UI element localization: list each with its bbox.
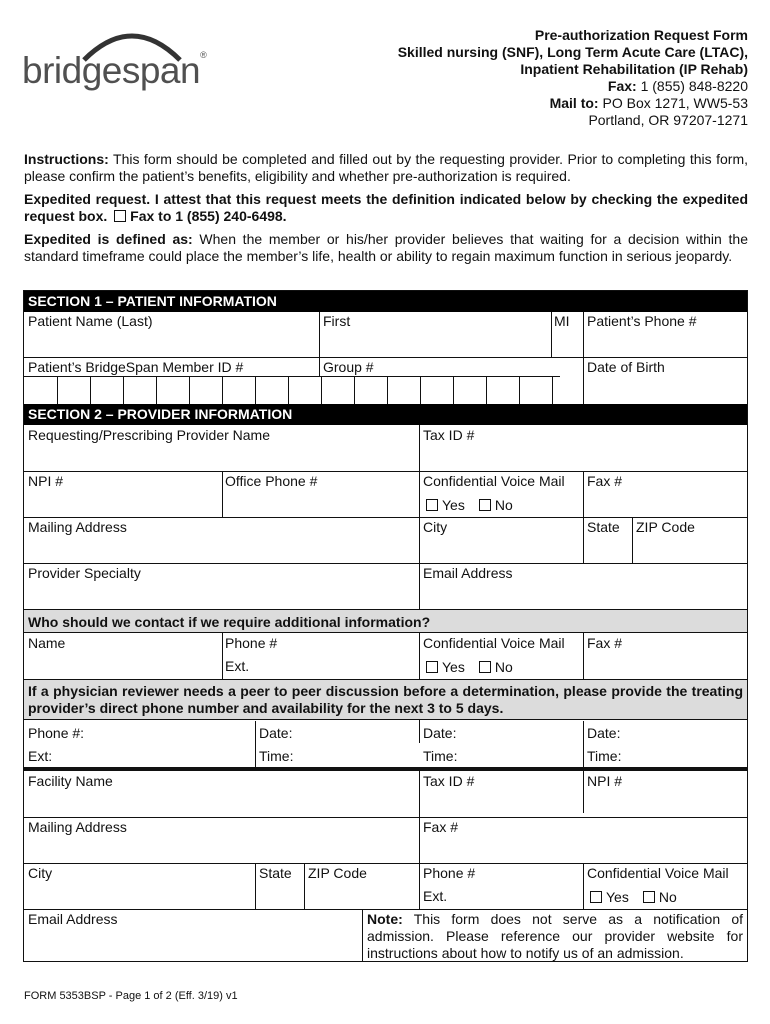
peer-phone-field[interactable]: Phone #: (28, 725, 85, 741)
peer-date-3[interactable]: Date: (587, 725, 621, 741)
facility-conf-vm-label: Confidential Voice Mail (587, 865, 729, 881)
facility-city-field[interactable]: City (28, 865, 53, 881)
contact-heading: Who should we contact if we require additional information? (24, 609, 747, 633)
form-footer: FORM 5353BSP - Page 1 of 2 (Eff. 3/19) v1 (24, 990, 238, 1002)
provider-fax-field[interactable]: Fax # (587, 473, 623, 489)
provider-tax-id-field[interactable]: Tax ID # (423, 427, 475, 443)
peer-date-1[interactable]: Date: (259, 725, 293, 741)
member-id-box-divider (552, 376, 553, 404)
header-fax: 1 (855) 848-8220 (640, 78, 748, 94)
facility-vm-no-checkbox[interactable] (643, 891, 655, 903)
patient-first-name-field[interactable]: First (323, 313, 351, 329)
facility-npi-field[interactable]: NPI # (587, 773, 623, 789)
member-id-field[interactable]: Patient’s BridgeSpan Member ID # (28, 359, 244, 375)
provider-npi-field[interactable]: NPI # (28, 473, 64, 489)
patient-phone-field[interactable]: Patient’s Phone # (587, 313, 697, 329)
peer-date-2[interactable]: Date: (423, 725, 457, 741)
provider-city-field[interactable]: City (423, 519, 448, 535)
provider-vm-yes-checkbox[interactable] (426, 499, 438, 511)
provider-name-field[interactable]: Requesting/Prescribing Provider Name (28, 427, 270, 443)
facility-fax-field[interactable]: Fax # (423, 819, 459, 835)
member-id-box-divider (255, 376, 256, 404)
member-id-box-divider (288, 376, 289, 404)
contact-ext-field[interactable]: Ext. (225, 658, 250, 674)
facility-vm-yes-checkbox[interactable] (590, 891, 602, 903)
patient-last-name-field[interactable]: Patient Name (Last) (28, 313, 153, 329)
group-field[interactable]: Group # (323, 359, 374, 375)
member-id-box-divider (123, 376, 124, 404)
provider-mailing-field[interactable]: Mailing Address (28, 519, 127, 535)
peer-time-2[interactable]: Time: (423, 748, 458, 764)
form-title: Pre-authorization Request Form (534, 27, 748, 43)
member-id-box-divider (486, 376, 487, 404)
provider-zip-field[interactable]: ZIP Code (636, 519, 695, 535)
contact-fax-field[interactable]: Fax # (587, 635, 623, 651)
member-id-box-divider (453, 376, 454, 404)
peer-ext-field[interactable]: Ext: (28, 748, 53, 764)
form-subtitle-1: Skilled nursing (SNF), Long Term Acute Care (LTAC), (397, 44, 748, 60)
header-city: Portland, OR 97207-1271 (588, 112, 748, 128)
expedited-text: Expedited request. I attest that this request meets the definition indicated below by checking the expedited request box. (24, 191, 748, 224)
logo-wordmark: bridgespan (22, 50, 201, 91)
member-id-box-divider (321, 376, 322, 404)
contact-conf-vm-label: Confidential Voice Mail (423, 635, 565, 651)
peer-time-3[interactable]: Time: (587, 748, 622, 764)
contact-name-field[interactable]: Name (28, 635, 66, 651)
patient-mi-field[interactable]: MI (554, 313, 570, 329)
facility-tax-id-field[interactable]: Tax ID # (423, 773, 475, 789)
facility-mailing-field[interactable]: Mailing Address (28, 819, 127, 835)
member-id-box-divider (57, 376, 58, 404)
expedited-definition: When the member or his/her provider believes that waiting for a decision within the standard timeframe could place the member’s life, health or ability to regain maximum function in serious jeopardy. (24, 231, 748, 264)
member-id-box-divider (222, 376, 223, 404)
peer-time-1[interactable]: Time: (259, 748, 294, 764)
member-id-box-divider (420, 376, 421, 404)
instructions-text: This form should be completed and filled out by the requesting provider. Prior to completing this form, please confirm the patient’s benefits, eligibility and whether pre-authorization is required. (24, 151, 749, 184)
expedited-checkbox[interactable] (114, 210, 126, 222)
form-subtitle-2: Inpatient Rehabilitation (IP Rehab) (520, 61, 748, 77)
member-id-box-divider (354, 376, 355, 404)
member-id-box-divider (189, 376, 190, 404)
admission-note: Note: This form does not serve as a notification of admission. Please reference our provider website for instructions about how to notify us of an admission. (367, 911, 743, 961)
header-mail: PO Box 1271, WW5-53 (602, 95, 748, 111)
dob-field[interactable]: Date of Birth (587, 359, 665, 375)
member-id-box-divider (156, 376, 157, 404)
contact-vm-no-checkbox[interactable] (479, 661, 491, 673)
provider-conf-vm-label: Confidential Voice Mail (423, 473, 565, 489)
peer-heading: If a physician reviewer needs a peer to peer discussion before a determination, please provide the treating provider’s direct phone number and availability for the next 3 to 5 days. (24, 679, 747, 720)
provider-email-field[interactable]: Email Address (423, 565, 513, 581)
provider-vm-no-checkbox[interactable] (479, 499, 491, 511)
member-id-box-divider (90, 376, 91, 404)
facility-zip-field[interactable]: ZIP Code (308, 865, 367, 881)
form-header: Pre-authorization Request Form Skilled nursing (SNF), Long Term Acute Care (LTAC), Inpatient Rehabilitation (IP Rehab) Fax: 1 (855) 848-8220 Mail to: PO Box 1271, WW5-53 Portland, OR 97207-1271 (288, 27, 748, 129)
bridgespan-logo: bridgespan® (22, 22, 202, 94)
facility-phone-field[interactable]: Phone # (423, 865, 476, 881)
contact-phone-field[interactable]: Phone # (225, 635, 278, 651)
office-phone-field[interactable]: Office Phone # (225, 473, 318, 489)
section-2-header: SECTION 2 – PROVIDER INFORMATION (24, 404, 747, 425)
provider-state-field[interactable]: State (587, 519, 620, 535)
provider-specialty-field[interactable]: Provider Specialty (28, 565, 141, 581)
facility-state-field[interactable]: State (259, 865, 292, 881)
facility-ext-field[interactable]: Ext. (423, 888, 448, 904)
member-id-box-divider (387, 376, 388, 404)
instructions: Instructions: This form should be completed and filled out by the requesting provider. Prior to completing this form, please confirm the patient’s benefits, eligibility and whether pre-authorization is required. Expedited request. I attest that this request meets the definition indicated below by checking the expedited request box. Fax to 1 (855) 240-6498. Expedited is defined as: When the member or his/her provider believes that waiting for a decision within the standard timeframe could place the member’s life, health or ability to regain maximum function in serious jeopardy. (24, 151, 749, 264)
section-1-header: SECTION 1 – PATIENT INFORMATION (24, 291, 747, 312)
contact-vm-yes-checkbox[interactable] (426, 661, 438, 673)
facility-name-field[interactable]: Facility Name (28, 773, 113, 789)
member-id-box-divider (519, 376, 520, 404)
facility-email-field[interactable]: Email Address (28, 911, 118, 927)
form-body: SECTION 1 – PATIENT INFORMATION Patient Name (Last) First MI Patient’s Phone # Patient’s BridgeSpan Member ID # Group # Date of Birth SECTION 2 – PROVIDER INFORMATION Requesting/Prescribing Provider Name Tax ID # NPI # Office Phone # Confidential Voice Mail Yes No Fax # Mailing Address City State ZIP Code Provider Specialty Email Address Who should we contact if we require additional information? Name Phone # Ext. Confidential Voice Mail Yes No Fax # If a physician reviewer needs a peer to peer discussion before a determination, please provide the treating provider’s direct phone number and availability for the next 3 to 5 days. Phone #: Ext: Date: Time: Date: Time: Date: Time: Facility Name Tax ID # NPI # Mailing Address Fax # City State ZIP Code Phone # Ext. Confidential Voice Mail Yes No Email Address Note: This form does not serve as a notification of admission. Please reference our provider website for instructions about how to notify us of an admission. (23, 290, 748, 962)
